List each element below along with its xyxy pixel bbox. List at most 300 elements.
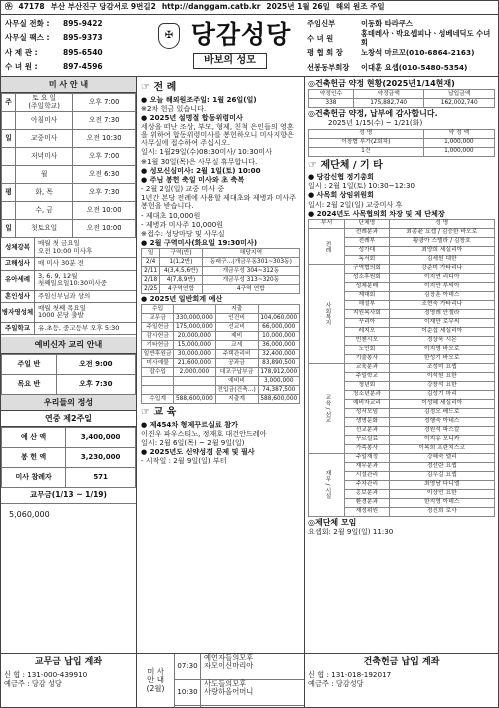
liturgical-week: 해외 원조 주일: [335, 2, 385, 12]
mass-day: 첫토요일: [16, 220, 73, 238]
info-value: 유.초등, 중고등부 오후 5:30: [38, 323, 120, 332]
table-cell: 588,600,000: [258, 395, 299, 404]
catechumen-title: 예비신자 교리 안내: [1, 337, 136, 353]
organization-leader: 조현숙 가타리나: [389, 300, 494, 309]
liturgy-notices: [141, 96, 300, 248]
organization-name: 제대회: [345, 291, 389, 300]
mass-guide-times: [175, 654, 201, 707]
meeting-text: 요셉회: 2월 9일(일) 11:30: [308, 527, 394, 536]
mass-row: [2, 166, 136, 184]
liturgy-line: ● 2025년 설명절 합동위령미사: [141, 112, 243, 122]
mass-day: 화, 목: [16, 184, 73, 202]
liturgy-line: 1년간 본당 전례에 사용할 제대초와 제병과 미사주 봉헌을 받습니다.: [141, 193, 297, 211]
thanks-row: [309, 147, 495, 156]
parish-name: 당감성당: [190, 20, 292, 49]
organization-name: 노인회: [345, 345, 389, 354]
budget-row: [142, 377, 300, 386]
info-key: 혼인성사: [1, 291, 35, 302]
organization-name: 청소년분과: [345, 390, 389, 399]
budget-table: [141, 304, 300, 404]
mass-row: [2, 220, 136, 238]
table-cell: 잡수입: [142, 368, 174, 377]
table-cell: 3,000,000: [258, 377, 299, 386]
offering-row: [2, 467, 136, 487]
liturgy-line: - 제대초 10,000원: [141, 210, 201, 220]
office-label: 사 제 관 :: [5, 47, 38, 57]
info-row: [1, 258, 136, 270]
table-cell: 교세: [215, 341, 258, 350]
staff-row: [307, 61, 497, 76]
header: [1, 15, 498, 77]
mass-guide-name: 예언자들의모후: [204, 653, 254, 662]
offering-subtitle: 연중 제2주일: [1, 411, 136, 427]
table-cell: 감사헌금: [142, 332, 174, 341]
table-cell: 교무금: [142, 314, 174, 323]
organization-name: 꾸르실료: [345, 435, 389, 444]
february-mass-guide: [137, 654, 305, 707]
organization-name: 빈첸시오: [345, 336, 389, 345]
fund-row-header: [309, 90, 495, 99]
mass-group: 일: [2, 220, 16, 238]
organization-leader: 최종윤 요셉 / 김승한 바오로: [389, 228, 494, 237]
offering-value: 3,230,000: [66, 447, 136, 467]
catechumen-label: 목요 반: [2, 374, 57, 394]
parish-subtitle: 바보의 성모: [193, 53, 267, 69]
info-row: [1, 271, 136, 291]
organization-leader: 정원석 파스칼: [389, 426, 494, 435]
organization-table: [308, 219, 495, 517]
organization-name: 시설관리: [345, 471, 389, 480]
left-column: [1, 77, 137, 653]
table-cell: 1건: [309, 147, 424, 156]
offering-value: 571: [66, 467, 136, 487]
building-account-bank: 신 협 : 131-018-192017: [308, 670, 392, 680]
office-phone: 895-9422: [63, 18, 103, 28]
table-cell: [142, 386, 174, 395]
office-phone: 895-9373: [63, 33, 103, 43]
table-cell: 588,600,000: [174, 395, 215, 404]
table-cell: 178,912,000: [258, 368, 299, 377]
thanks-title: ◎건축헌금 약정, 납부에 감사합니다.: [308, 109, 438, 119]
table-cell: 2/4: [142, 258, 160, 267]
mass-row: [2, 184, 136, 202]
table-cell: 30,000,000: [174, 350, 215, 359]
mass-day: 교중미사: [16, 130, 73, 148]
table-cell: 21,600,000: [174, 359, 215, 368]
staff-name: 이대훈 요셉(010-5480-5354): [361, 62, 468, 72]
group-notice-line: 일시 : 2월 1일(토) 10:30~12:30: [308, 181, 416, 191]
column-header: 해당지역: [202, 249, 299, 258]
info-key: 성체강복: [1, 238, 35, 257]
info-value: 매월 첫 금요일 오전 10:00 미사후: [38, 239, 93, 255]
staff-role: 평 협 회 장: [307, 48, 343, 58]
mass-row: [2, 94, 136, 112]
office-label: 수 녀 원 :: [5, 62, 38, 72]
tithe-account-owner: 예금주 : 당감 성당: [4, 678, 62, 688]
table-cell: 4구역연합: [160, 285, 202, 294]
table-cell: 1(1,2반): [160, 258, 202, 267]
column-header: 부서: [309, 219, 345, 228]
table-cell: 이창협 루가(2회차): [309, 138, 424, 147]
liturgy-line: ※1월 30일(목)은 사무실 휴무합니다.: [141, 156, 258, 166]
staff-name: 이동화 타라쿠스: [361, 19, 413, 29]
mass-day: 토 요 일 (주일학교): [16, 94, 73, 112]
organization-name: 해설부: [345, 300, 389, 309]
offering-title: 우리들의 정성: [1, 395, 136, 411]
zone-row: [142, 285, 300, 294]
table-cell: 미사예물: [142, 359, 174, 368]
info-value: 3, 6, 9, 12월 첫째일요일10:30미사중: [38, 271, 107, 288]
budget-row: [142, 386, 300, 395]
table-cell: [174, 377, 215, 386]
column-header: 성 명: [389, 219, 494, 228]
organization-leader: 강창석 요한: [389, 381, 494, 390]
offering-row: [2, 447, 136, 467]
mass-time: 오후 7:30: [73, 184, 136, 202]
organization-leader: 이지연 리디아: [389, 273, 494, 282]
table-cell: 동래구…(개금우동301~303동): [202, 258, 299, 267]
offering-label: 예 산 액: [2, 427, 66, 447]
thanks-table: [308, 129, 495, 157]
office-phone: 897-4596: [63, 62, 103, 72]
organization-leader: 이성혜 세실리아: [389, 399, 494, 408]
table-cell: 20,000,000: [174, 332, 215, 341]
table-cell: 4(7,8,9반): [160, 276, 202, 285]
organization-row: [309, 453, 495, 462]
office-label: 사무실 전화 :: [5, 18, 50, 28]
organization-name: 생명문화: [345, 417, 389, 426]
table-cell: 주일헌금: [142, 323, 174, 332]
fund-table: [308, 89, 495, 108]
catechumen-time: 오전 9:00: [56, 354, 135, 374]
parish-logo: [156, 19, 304, 75]
office-label: 사무실 팩스 :: [5, 33, 50, 43]
organization-leader: 정상욱 시몬: [389, 336, 494, 345]
offering-table: [1, 427, 136, 488]
education-line: ● 제454차 형제꾸르실료 참가: [141, 419, 238, 429]
organization-group: 전례: [309, 228, 345, 264]
budget-row: [142, 323, 300, 332]
mass-day: 아침미사: [16, 112, 73, 130]
mass-group: [2, 166, 16, 184]
organization-leader: 강혜숙 엘리: [389, 453, 494, 462]
office-row: [5, 32, 153, 47]
table-cell: 공과금: [215, 359, 258, 368]
table-cell: 36,000,000: [258, 341, 299, 350]
info-value: 매월 첫째 목요일 1000 본당 출발: [38, 304, 87, 320]
office-row: [5, 61, 153, 76]
table-cell: 175,882,740: [353, 99, 424, 108]
organization-name: 구역협의회: [345, 264, 389, 273]
liturgy-line: ● 성모신심미사: 2월 1일(토) 10:00: [141, 165, 261, 175]
staff-list: [307, 17, 497, 75]
education-heading: ☞ 교 육: [141, 407, 177, 419]
building-account-owner: 예금주 : 당감성당: [308, 678, 364, 688]
mass-guide-name: 사랑하올어머니: [204, 687, 254, 697]
mass-time: 오전 7:30: [73, 112, 136, 130]
mass-guide-name: 자모이신마리아: [204, 661, 254, 671]
liturgy-line: ※접수: 성당마당 및 사무실: [141, 228, 225, 238]
info-row: [1, 303, 136, 323]
liturgy-line: ● 오늘 해외원조주일: 1월 26일(일): [141, 94, 257, 104]
office-phone: 895-6540: [63, 47, 103, 57]
organization-leader: 최양희 세실리아: [389, 246, 494, 255]
organization-leader: 정진희 로사: [389, 507, 494, 516]
top-bar: [1, 1, 498, 15]
table-cell: 제비: [215, 332, 258, 341]
fund-row: [309, 99, 495, 108]
organization-row: [309, 264, 495, 273]
table-cell: [142, 377, 174, 386]
table-cell: 15,000,000: [174, 341, 215, 350]
organization-leader: 이복희 프란치스코: [389, 444, 494, 453]
staff-row: [307, 29, 497, 47]
mass-time: 오후 7:00: [73, 148, 136, 166]
column-header: [258, 305, 299, 314]
table-cell: [174, 386, 215, 395]
info-row: [1, 238, 136, 258]
mass-day: 수, 금: [16, 202, 73, 220]
table-cell: 74,387,500: [258, 386, 299, 395]
table-cell: 2/25: [142, 285, 160, 294]
organization-leader: 이지영 바오로: [389, 345, 494, 354]
zone-row: [142, 258, 300, 267]
liturgy-line: ※2차 헌금 있습니다.: [141, 103, 207, 113]
building-account-title: 건축헌금 납입 계좌: [363, 657, 440, 667]
mass-guide-name: 사도들의모후: [204, 679, 247, 688]
table-cell: 일반후원금: [142, 350, 174, 359]
organization-name: 성체분배: [345, 282, 389, 291]
table-cell: 32,400,000: [258, 350, 299, 359]
group-notice-line: ● 2024년도 사목협의회 차장 및 제 단체장: [308, 208, 445, 218]
catechumen-row: [2, 374, 136, 394]
budget-row: [142, 368, 300, 377]
organization-name: 재정위원: [345, 507, 389, 516]
organization-leader: 이순섭 세실리아: [389, 327, 494, 336]
organization-leader: 정선란 요셉: [389, 462, 494, 471]
column-header: 약정금액: [353, 90, 424, 99]
groups-heading: ☞ 제단체 / 기 타: [308, 159, 383, 171]
table-cell: 66,000,000: [258, 323, 299, 332]
mass-time: 오전 6:30: [73, 166, 136, 184]
mass-group: [2, 202, 16, 220]
organization-name: 가족봉사: [345, 444, 389, 453]
mass-row: [2, 112, 136, 130]
organization-leader: 이지만 루씨아: [389, 282, 494, 291]
budget-row-header: [142, 305, 300, 314]
organization-leader: 김우길 요셉: [389, 471, 494, 480]
thanks-row-header: [309, 129, 495, 138]
organization-name: 청년회: [345, 381, 389, 390]
organization-leader: 최영남 다니엘: [389, 480, 494, 489]
staff-role: 주임신부: [307, 19, 336, 29]
table-cell: 주택관리비: [215, 350, 258, 359]
info-value: 매 미사 30분 전: [38, 259, 84, 268]
table-cell: 예비비: [215, 377, 258, 386]
organization-leader: 김정오 베드로: [389, 408, 494, 417]
liturgy-line: ● 주님 봉헌 축일 미사와 초 축복: [141, 174, 245, 184]
mass-guide-name-pair: [201, 654, 304, 680]
info-value: 주임신부님과 상의: [38, 291, 91, 300]
organization-name: 전례분과: [345, 228, 389, 237]
column-header: 성 명: [309, 129, 424, 138]
budget-title: ● 2025년 일반회계 예산: [141, 294, 223, 304]
organization-group: 교육 / 선교: [309, 363, 345, 453]
sacrament-info: [1, 238, 136, 335]
info-key: 주일학교: [1, 323, 35, 334]
organization-name: 홍보분과: [345, 489, 389, 498]
organization-group: 재무 / 시설: [309, 453, 345, 516]
column-header: 납입금액: [424, 90, 495, 99]
group-notice-line: ● 사목회 상임위원회: [308, 190, 374, 200]
tithe-period: 교무금(1/13 ~ 1/19): [1, 488, 136, 504]
liturgy-line: 일시: 1월29일(수)08:30미사/ 10:30미사: [141, 147, 272, 157]
education-line: 이진우 파우스티노, 정재호 대건안드레아: [141, 428, 267, 438]
website-link[interactable]: http://danggam.catb.kr: [161, 2, 261, 12]
table-cell: 기타헌금: [142, 341, 174, 350]
organization-leader: 이재만 로무씨: [389, 318, 494, 327]
liturgy-line: 세상을 떠난 조상, 부모, 형제, 친척 은인들의 영혼을 위하여 합동위령미사를 봉헌하오니 미사지향은 사무실에 접수하여 주십시오.: [141, 121, 294, 148]
education-notices: [141, 421, 300, 466]
staff-row: [307, 46, 497, 61]
catechumen-label: 주일 반: [2, 354, 57, 374]
office-contacts: [5, 17, 153, 75]
organization-name: 기술봉사: [345, 354, 389, 363]
column-header: 구역(반): [160, 249, 202, 258]
organization-name: 주일학교: [345, 372, 389, 381]
table-cell: 개금우성 313~320동: [202, 276, 299, 285]
budget-row: [142, 395, 300, 404]
column-header: 수입: [142, 305, 174, 314]
organization-name: 주차관리: [345, 480, 389, 489]
organization-group: 사회복지: [309, 264, 345, 363]
table-cell: 2/11: [142, 267, 160, 276]
budget-row: [142, 359, 300, 368]
footer: [1, 653, 498, 707]
mass-group: 일: [2, 130, 16, 148]
tithe-account-bank: 신 협 : 131-000-439910: [4, 670, 88, 680]
organization-leader: 김세원 대한: [389, 255, 494, 264]
mass-schedule-table: [1, 93, 136, 238]
mass-time: 오전 10:30: [73, 130, 136, 148]
mass-group: 주: [2, 94, 16, 112]
tithe-account-title: 교무금 납입 계좌: [34, 657, 103, 667]
organization-leader: 정행숙 아네스: [389, 417, 494, 426]
catechumen-table: [1, 354, 136, 395]
table-cell: 1,000,000: [423, 138, 494, 147]
column-header: [174, 305, 215, 314]
organization-name: 주일재정: [345, 453, 389, 462]
zone-mass-table: [141, 248, 300, 294]
organization-row: [309, 228, 495, 237]
education-line: ● 2025년도 신약성경 문제 및 필사: [141, 447, 255, 457]
table-cell: 104,060,000: [258, 314, 299, 323]
office-row: [5, 17, 153, 32]
mass-day: 저녁미사: [16, 148, 73, 166]
group-notices: [308, 173, 495, 218]
meeting-title: ◎제단체 모임: [308, 517, 357, 527]
table-cell: 개금우성 304~312동: [202, 267, 299, 276]
table-cell: 지출계: [215, 395, 258, 404]
education-line: 일시: 2월 6일(목) ~ 2월 9일(일): [141, 438, 245, 448]
column-header: 지출: [215, 305, 258, 314]
organization-name: 재무분과: [345, 462, 389, 471]
mass-time: 오후 7:00: [73, 94, 136, 112]
right-column: [305, 77, 498, 653]
mass-row: [2, 130, 136, 148]
table-cell: 2/18: [142, 276, 160, 285]
organization-leader: 이석원 요한: [389, 372, 494, 381]
mass-day: 월: [16, 166, 73, 184]
organization-name: 레지오: [345, 327, 389, 336]
info-key: 유아세례: [1, 271, 35, 290]
liturgy-heading: ☞ 전 례: [141, 82, 177, 93]
tithe-account: [1, 654, 137, 707]
organization-row: [309, 363, 495, 372]
offering-label: 봉 헌 액: [2, 447, 66, 467]
column-header: 약 정 액: [423, 129, 494, 138]
mass-group: 평: [2, 184, 16, 202]
organization-name: 독서회: [345, 255, 389, 264]
table-cell: 162,002,740: [424, 99, 495, 108]
offering-row: [2, 427, 136, 447]
organization-leader: 한성기 바오로: [389, 354, 494, 363]
info-key: 고해성사: [1, 258, 35, 269]
mass-guide-names: [201, 654, 304, 707]
liturgy-line: - 2월 2일(일) 교중 미사 중: [141, 184, 225, 194]
organization-name: 꾸리아: [345, 318, 389, 327]
zip-code: 47178: [18, 2, 45, 12]
mass-row: [2, 202, 136, 220]
offering-value: 3,400,000: [66, 427, 136, 447]
staff-name: 홍데레사ㆍ박요셉피나ㆍ성베네딕도 수녀회: [360, 29, 491, 47]
emblem-icon: ㉾: [5, 2, 13, 12]
organization-name: 성소후원회: [345, 273, 389, 282]
address: 부산 부산진구 당감서로 9번길2: [50, 2, 156, 12]
mass-time: 오전 10:00: [73, 220, 136, 238]
table-cell: 175,000,000: [174, 323, 215, 332]
education-line: - 시작일 : 2월 9일(일) 부터: [141, 456, 227, 466]
organization-name: 성가대: [345, 246, 389, 255]
table-cell: 대교구납부금: [215, 368, 258, 377]
liturgy-line: ● 2월 구역미사(화요일 19:30미사): [141, 238, 258, 247]
zone-row: [142, 276, 300, 285]
table-cell: 전입금(건축…): [215, 386, 258, 395]
mass-group: [2, 112, 16, 130]
column-header: 일: [142, 249, 160, 258]
mass-guide-time: 10:30: [175, 680, 200, 706]
catechumen-row: [2, 354, 136, 374]
cross-seal-icon: ✠: [158, 23, 180, 49]
organization-leader: 이지유 모니카: [389, 435, 494, 444]
organization-name: 성서모임: [345, 408, 389, 417]
table-cell: 10,000,000: [258, 332, 299, 341]
organization-name: 교육분과: [345, 363, 389, 372]
organization-leader: 김성기 마리: [389, 390, 494, 399]
organization-name: 선교분과: [345, 426, 389, 435]
group-notice-line: ● 당감신협 정기총회: [308, 172, 374, 182]
mass-schedule-title: 미 사 안 내: [1, 77, 136, 93]
column-header: 단체명: [345, 219, 389, 228]
mass-guide-time: 07:30: [175, 654, 200, 680]
mass-guide-name-pair: [201, 680, 304, 706]
table-cell: 선교비: [215, 323, 258, 332]
mass-guide-label: 미 사 안 내 (2월): [137, 654, 175, 707]
mass-time: 오전 10:00: [73, 202, 136, 220]
organization-leader: 이상민 요한: [389, 489, 494, 498]
office-row: [5, 46, 153, 61]
liturgy-line: - 제병과 미사주 10,000원: [141, 219, 224, 229]
